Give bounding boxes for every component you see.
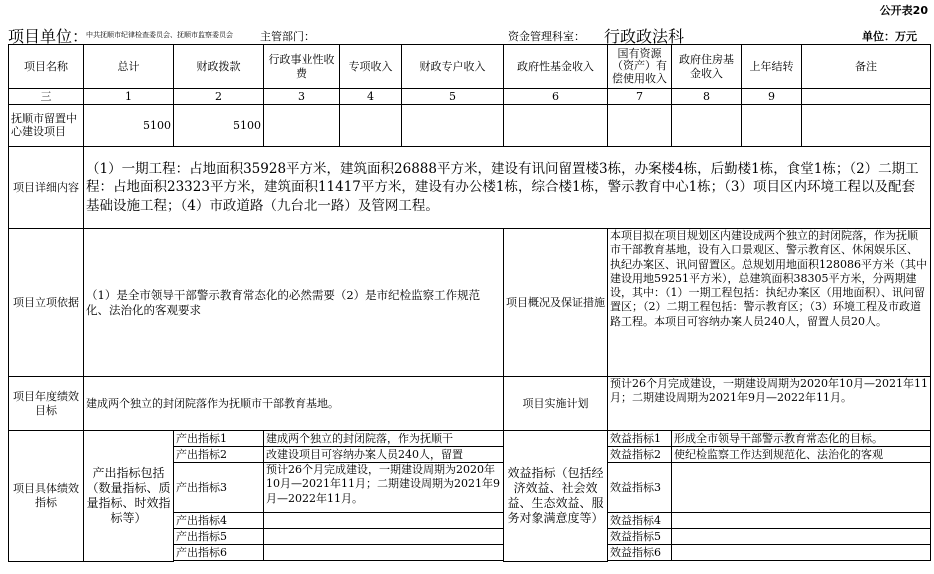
annual-text: 建成两个独立的封闭院落作为抚顺市干部教育基地。 bbox=[84, 377, 504, 431]
column-number-row bbox=[9, 89, 931, 105]
output-value bbox=[264, 513, 504, 529]
output-name: 产出指标2 bbox=[174, 447, 264, 463]
output-group-label: 产出指标包括（数量指标、质量指标、时效指标等） bbox=[84, 431, 174, 562]
col-header-fiscal-account: 财政专户收入 bbox=[402, 45, 504, 89]
output-value bbox=[264, 545, 504, 561]
currency-label: 单位：万元 bbox=[862, 30, 917, 43]
office-label: 资金管理科室： bbox=[508, 30, 585, 43]
col-number: 7 bbox=[608, 89, 672, 105]
empty-cell bbox=[504, 105, 608, 147]
detail-text: （1）一期工程：占地面积35928平方米，建筑面积26888平方米，建设有讯问留置楼3栋，办案楼4栋，后勤楼1栋，食堂1栋；（2）二期工程：占地面积23323平方米，建筑面积11417平方米，建设有办公楼1栋，综合楼1栋，警示教育中心1栋；（3）项目区内环境工程以及配套基础设施工程；（4）市政道路（九台北一路）及管网工程。 bbox=[84, 147, 931, 229]
benefit-value bbox=[672, 513, 931, 529]
benefit-name: 效益指标1 bbox=[608, 431, 672, 447]
annual-row bbox=[9, 377, 931, 431]
col-header-fiscal: 财政拨款 bbox=[174, 45, 264, 89]
report-header bbox=[0, 24, 934, 44]
column-header-row bbox=[9, 45, 931, 89]
col-header-admin-fee: 行政事业性收费 bbox=[264, 45, 340, 89]
indicator-row bbox=[9, 431, 931, 447]
col-header-gov-fund: 政府性基金收入 bbox=[504, 45, 608, 89]
detail-row bbox=[9, 147, 931, 229]
overview-label: 项目概况及保证措施 bbox=[504, 229, 608, 377]
benefit-name: 效益指标2 bbox=[608, 447, 672, 463]
benefit-group-label: 效益指标（包括经济效益、社会效益、生态效益、服务对象满意度等） bbox=[504, 431, 608, 562]
col-header-total: 总计 bbox=[84, 45, 174, 89]
col-header-special: 专项收入 bbox=[340, 45, 402, 89]
project-name: 抚顺市留置中心建设项目 bbox=[9, 105, 84, 147]
indicators-label: 项目具体绩效指标 bbox=[9, 431, 84, 562]
empty-cell bbox=[802, 105, 931, 147]
unit-label: 项目单位： bbox=[8, 27, 89, 46]
empty-cell bbox=[608, 105, 672, 147]
output-name: 产出指标5 bbox=[174, 529, 264, 545]
col-number bbox=[802, 89, 931, 105]
col-number: 5 bbox=[402, 89, 504, 105]
basis-label: 项目立项依据 bbox=[9, 229, 84, 377]
col-number: 三 bbox=[9, 89, 84, 105]
benefit-value: 形成全市领导干部警示教育常态化的目标。 bbox=[672, 431, 931, 447]
benefit-name: 效益指标5 bbox=[608, 529, 672, 545]
empty-cell bbox=[340, 105, 402, 147]
annual-label: 项目年度绩效目标 bbox=[9, 377, 84, 431]
budget-table bbox=[8, 44, 931, 562]
unit-value: 中共抚顺市纪律检查委员会、抚顺市监察委员会 bbox=[86, 31, 233, 39]
benefit-value: 使纪检监察工作达到规范化、法治化的客观 bbox=[672, 447, 931, 463]
overview-text: 本项目拟在项目规划区内建设成两个独立的封闭院落，作为抚顺市干部教育基地，设有入口景观区、警示教育区、休闲娱乐区、执纪办案区、讯问留置区。总规划用地面积128086平方米（其中建设用地59251平方米），总建筑面积38305平方米，分两期建设，其中：（1）一期工程包括：执纪办案区（用地面积）、讯问留置区；（2）二期工程包括：警示教育区；（3）环境工程及市政道路工程。本项目可容纳办案人员240人，留置人员20人。 bbox=[608, 229, 931, 377]
col-number: 3 bbox=[264, 89, 340, 105]
benefit-name: 效益指标6 bbox=[608, 545, 672, 561]
benefit-name: 效益指标4 bbox=[608, 513, 672, 529]
empty-cell bbox=[742, 105, 802, 147]
benefit-value bbox=[672, 545, 931, 561]
col-header-state-asset: 国有资源（资产）有偿使用收入 bbox=[608, 45, 672, 89]
basis-text: （1）是全市领导干部警示教育常态化的必然需要（2）是市纪检监察工作规范化、法治化的客观要求 bbox=[84, 229, 504, 377]
col-number: 1 bbox=[84, 89, 174, 105]
col-number: 8 bbox=[672, 89, 742, 105]
empty-cell bbox=[264, 105, 340, 147]
detail-label: 项目详细内容 bbox=[9, 147, 84, 229]
empty-cell bbox=[672, 105, 742, 147]
col-number: 2 bbox=[174, 89, 264, 105]
project-total: 5100 bbox=[84, 105, 174, 147]
output-name: 产出指标6 bbox=[174, 545, 264, 561]
output-value bbox=[264, 529, 504, 545]
col-header-remark: 备注 bbox=[802, 45, 931, 89]
col-number: 6 bbox=[504, 89, 608, 105]
plan-label: 项目实施计划 bbox=[504, 377, 608, 431]
plan-text: 预计26个月完成建设，一期建设周期为2020年10月—2021年11月；二期建设周期为2021年9月—2022年11月。 bbox=[608, 377, 931, 431]
col-header-carryover: 上年结转 bbox=[742, 45, 802, 89]
col-header-name: 项目名称 bbox=[9, 45, 84, 89]
col-number: 9 bbox=[742, 89, 802, 105]
output-name: 产出指标4 bbox=[174, 513, 264, 529]
office-value: 行政政法科 bbox=[604, 27, 685, 46]
project-row bbox=[9, 105, 931, 147]
output-name: 产出指标3 bbox=[174, 463, 264, 513]
output-value: 建成两个独立的封闭院落，作为抚顺干 bbox=[264, 431, 504, 447]
form-code: 公开表20 bbox=[879, 4, 928, 17]
output-value: 改建设项目可容纳办案人员240人，留置 bbox=[264, 447, 504, 463]
output-value: 预计26个月完成建设，一期建设周期为2020年10月—2021年11月；二期建设周期为2021年9月—2022年11月。 bbox=[264, 463, 504, 513]
col-header-housing-fund: 政府住房基金收入 bbox=[672, 45, 742, 89]
benefit-value bbox=[672, 463, 931, 513]
basis-row bbox=[9, 229, 931, 377]
benefit-name: 效益指标3 bbox=[608, 463, 672, 513]
benefit-value bbox=[672, 529, 931, 545]
empty-cell bbox=[402, 105, 504, 147]
output-name: 产出指标1 bbox=[174, 431, 264, 447]
dept-label: 主管部门： bbox=[260, 30, 315, 43]
col-number: 4 bbox=[340, 89, 402, 105]
project-fiscal: 5100 bbox=[174, 105, 264, 147]
